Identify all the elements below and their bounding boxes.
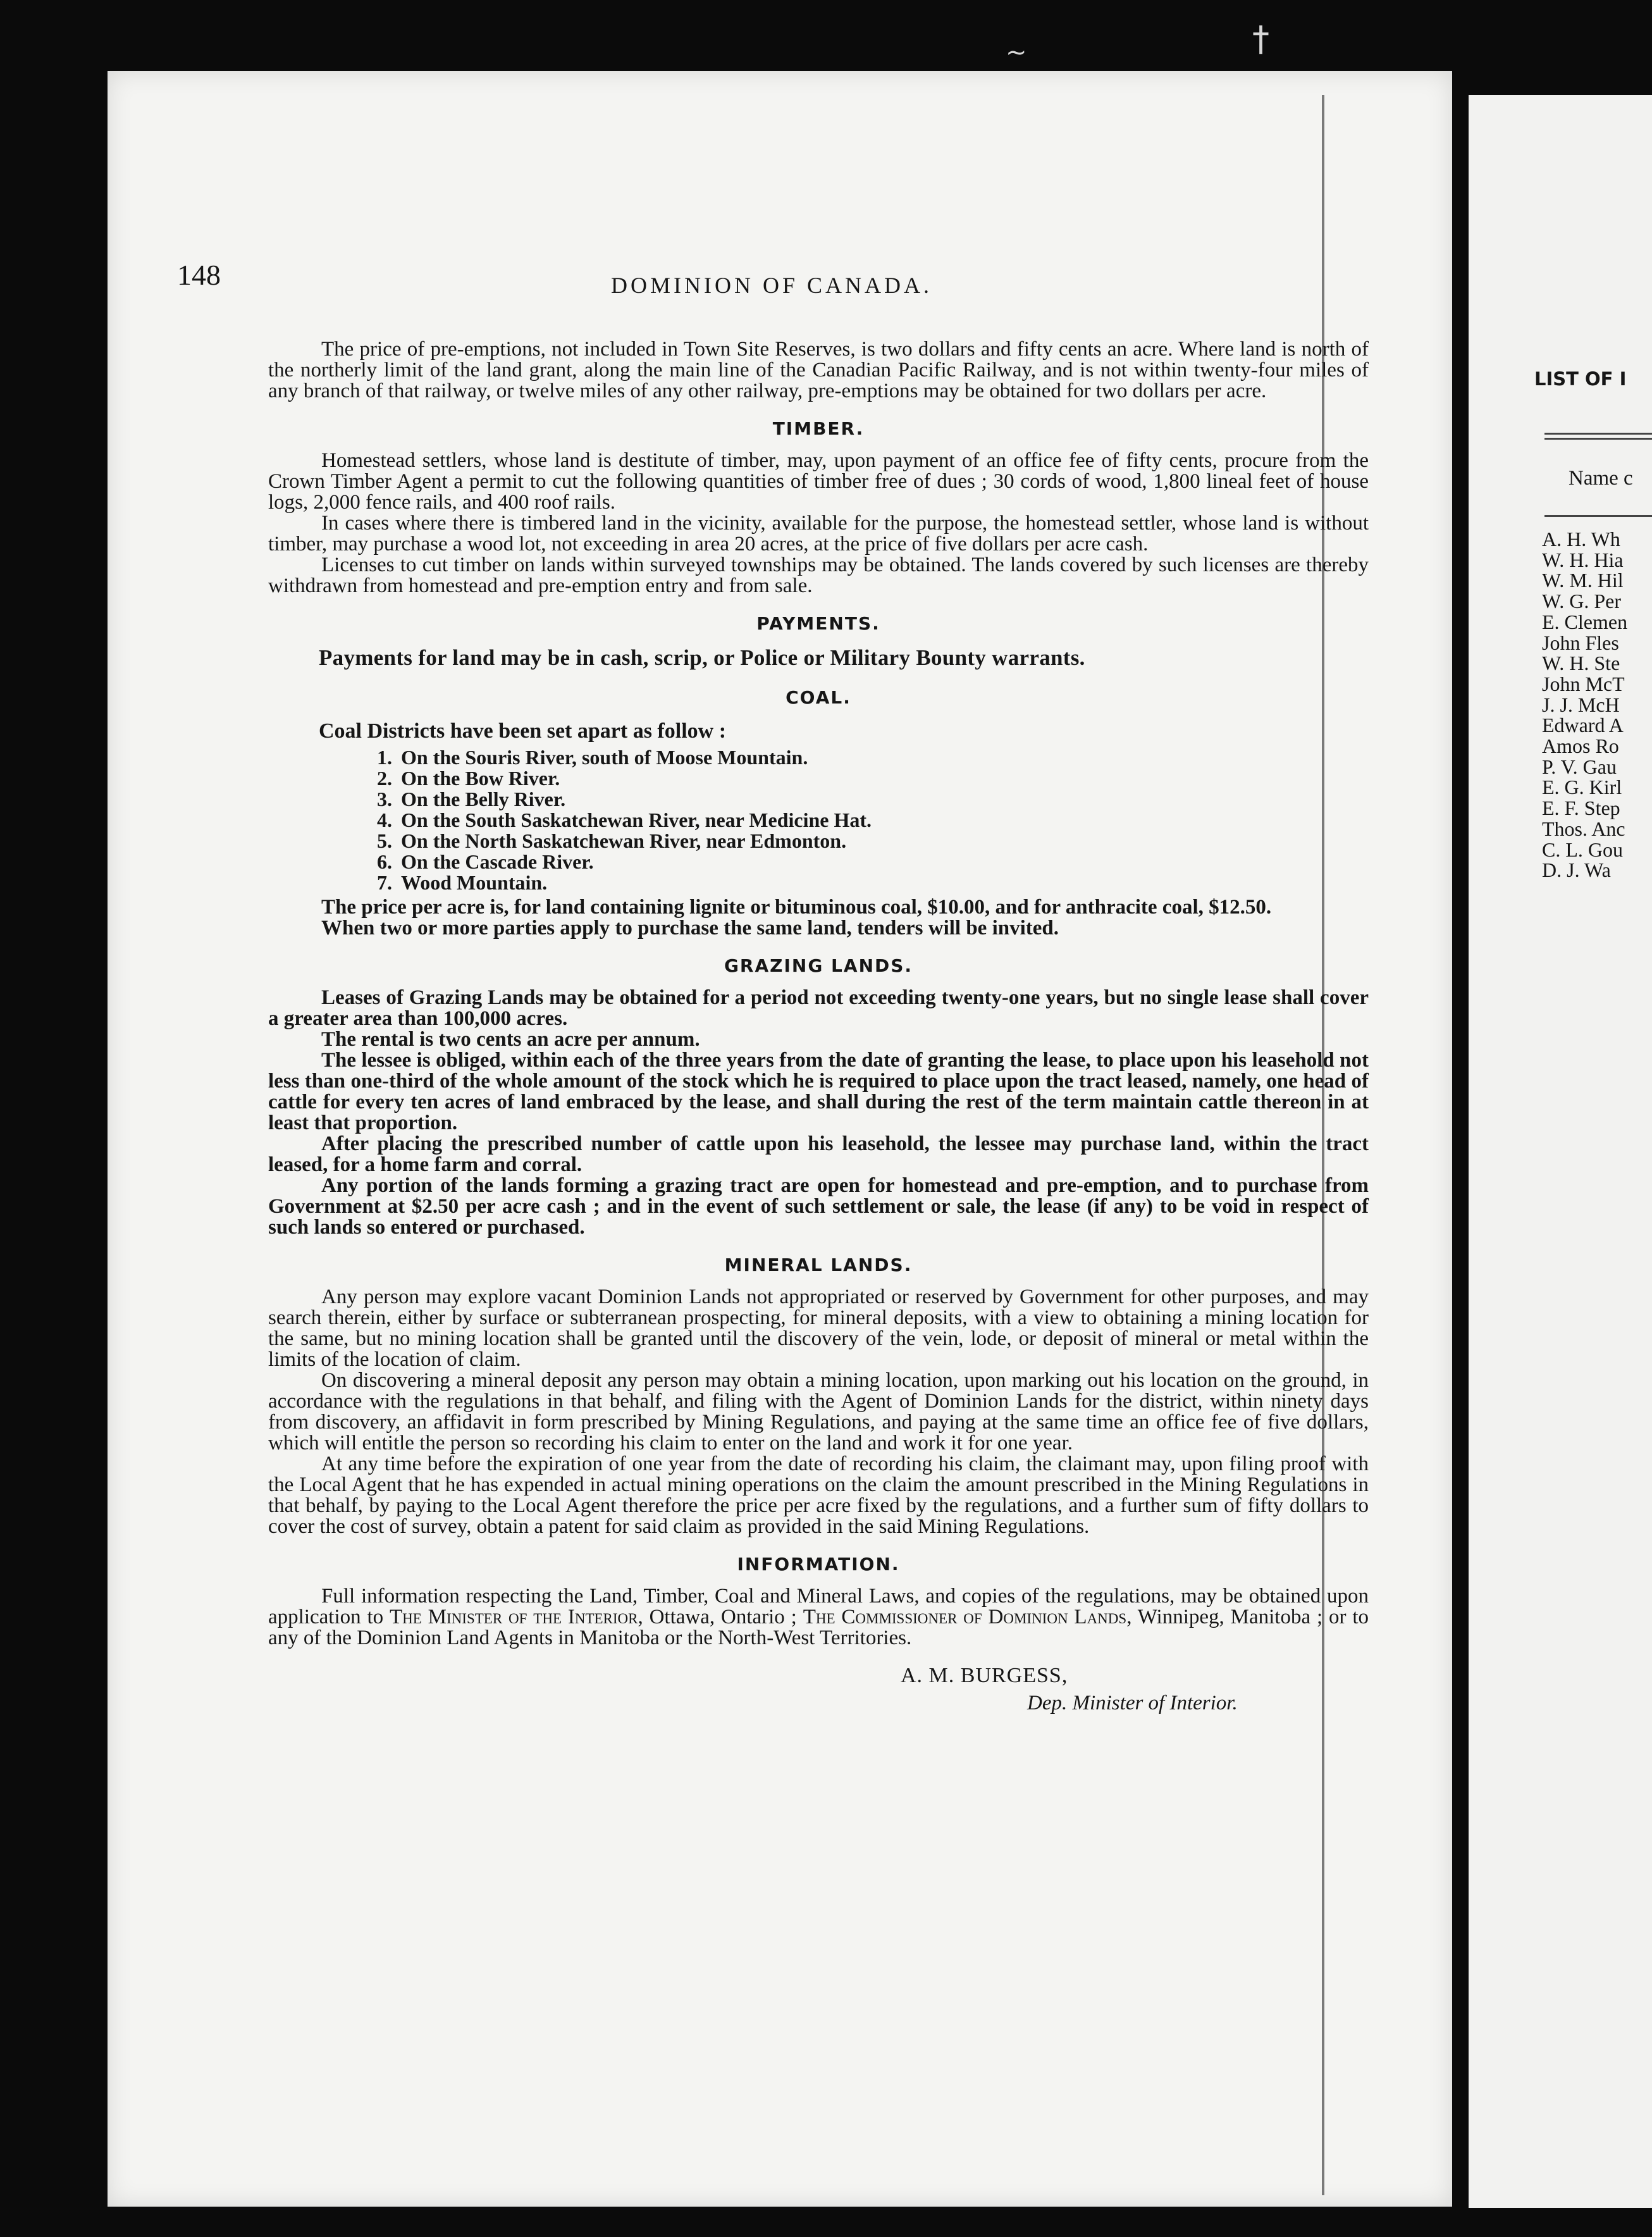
timber-paragraph-1: Homestead settlers, whose land is destitute of timber, may, upon payment of an office fee of fifty cents, procure from the Crown Timber Agent a permit to cut the following quantities of timber free of dues ; 30 cords of wood, 1,800 lineal feet of house logs, 2,000 fence rails, and 400 roof rails. xyxy=(268,449,1369,514)
right-page-title: LIST OF I xyxy=(1534,368,1627,390)
mineral-paragraph-1: Any person may explore vacant Dominion Lands not appropriated or reserved by Government for other purposes, and may search therein, either by surface or subterranean prospecting, for mineral deposits, with a view to obtaining a mining location for the same, but no mining location shall be granted until the discovery of the vein, lode, or deposit of mineral or metal within the limits of the location of claim. xyxy=(268,1286,1369,1371)
list-item: P. V. Gau xyxy=(1542,755,1617,778)
coal-heading: COAL. xyxy=(786,687,851,708)
preemption-paragraph: The price of pre-emptions, not included in Town Site Reserves, is two dollars and fifty cents an acre. Where land is north of the northerly limit of the land grant, along the main line of the Canadian Pacific Railway, and is not within twenty-four miles of any branch of that railway, or twelve miles of any other railway, pre-emptions may be obtained for two dollars per acre. xyxy=(268,338,1369,402)
grazing-paragraph-3: The lessee is obliged, within each of the three years from the date of granting the lease, to place upon his leasehold not less than one-third of the whole amount of the stock which he is required to place upon the tract leased, namely, one head of cattle for every ten acres of land embraced by the lease, and shall during the rest of the term maintain cattle thereon in at least that proportion. xyxy=(268,1049,1369,1134)
grazing-paragraph-2: The rental is two cents an acre per annum. xyxy=(321,1028,700,1051)
mineral-paragraph-3: At any time before the expiration of one year from the date of recording his claim, the claimant may, upon filing proof with the Local Agent that he has expended in actual mining operations on the claim the amount prescribed in the Mining Regulations in that behalf, by paying to the Local Agent therefore the price per acre fixed by the regulations, and a further sum of fifty dollars to cover the cost of survey, obtain a patent for said claim as provided in the said Mining Regulations. xyxy=(268,1453,1369,1538)
timber-paragraph-2: In cases where there is timbered land in the vicinity, available for the purpose, the homestead settler, whose land is without timber, may purchase a wood lot, not exceeding in area 20 acres, at the price of five dollars per acre cash. xyxy=(268,512,1369,555)
name-column-header: Name c xyxy=(1569,467,1633,490)
mineral-paragraph-2: On discovering a mineral deposit any person may obtain a mining location, upon marking out his location on the ground, in accordance with the regulations in that behalf, and filing with the Agent of Dominion Lands for the district, within ninety days from discovery, an affidavit in form prescribed by Mining Regulations, and paying at the same time an office fee of five dollars, which will entitle the person so recording his claim to enter on the land and work it for one year. xyxy=(268,1369,1369,1454)
timber-heading: TIMBER. xyxy=(772,418,865,439)
payments-paragraph: Payments for land may be in cash, scrip, or Police or Military Bounty warrants. xyxy=(319,645,1085,670)
right-page-rule xyxy=(1544,433,1652,435)
list-item: E. G. Kirl xyxy=(1542,776,1622,799)
mineral-heading: MINERAL LANDS. xyxy=(724,1255,913,1275)
page-number: 148 xyxy=(177,259,221,291)
right-page-rule xyxy=(1544,515,1652,517)
list-item: John McT xyxy=(1542,672,1625,695)
right-page-rule xyxy=(1544,438,1652,440)
commissioner-reference: The Commissioner of Dominion Lands xyxy=(803,1606,1127,1628)
payments-heading: PAYMENTS. xyxy=(756,613,880,634)
scan-mark-squiggle: ~ xyxy=(1006,38,1027,67)
list-item: A. H. Wh xyxy=(1542,528,1620,550)
grazing-paragraph-5: Any portion of the lands forming a grazing tract are open for homestead and pre-emption, and to purchase from Government at $2.50 per acre cash ; and in the event of such settlement or sale, the lease (if any) to be void in respect of such lands so entered or purchased. xyxy=(268,1174,1369,1239)
list-item: 6. On the Cascade River. xyxy=(377,850,594,873)
list-item: Amos Ro xyxy=(1542,734,1619,758)
scan-mark-dagger: † xyxy=(1252,19,1269,59)
list-item: W. H. Hia xyxy=(1542,548,1624,571)
list-item: E. F. Step xyxy=(1542,796,1620,820)
information-heading: INFORMATION. xyxy=(737,1554,900,1575)
page-body xyxy=(268,339,1369,1727)
signature-block xyxy=(268,1664,1369,1727)
list-item: Edward A xyxy=(1542,714,1624,737)
list-item: 3. On the Belly River. xyxy=(377,788,566,810)
information-paragraph: Full information respecting the Land, Timber, Coal and Mineral Laws, and copies of the regulations, may be obtained upon application to The Minister of the Interior, Ottawa, Ontario ; The Commissioner of Dominion Lands, Winnipeg, Manitoba ; or to any of the Dominion Land Agents in Manitoba or the North-West Territories. xyxy=(268,1585,1369,1649)
name-list xyxy=(1542,529,1627,881)
coal-tenders-paragraph: When two or more parties apply to purchase the same land, tenders will be invited. xyxy=(321,917,1059,939)
grazing-paragraph-1: Leases of Grazing Lands may be obtained for a period not exceeding twenty-one years, but no single lease shall cover a greater area than 100,000 acres. xyxy=(268,986,1369,1030)
signature-title: Dep. Minister of Interior. xyxy=(1027,1692,1238,1714)
coal-price-paragraph: The price per acre is, for land containing lignite or bituminous coal, $10.00, and for anthracite coal, $12.50. xyxy=(321,896,1272,919)
coal-intro: Coal Districts have been set apart as follow : xyxy=(319,719,727,743)
list-item: 2. On the Bow River. xyxy=(377,767,560,790)
grazing-heading: GRAZING LANDS. xyxy=(724,955,913,976)
list-item: 5. On the North Saskatchewan River, near Edmonton. xyxy=(377,829,847,852)
list-item: John Fles xyxy=(1542,631,1619,654)
list-item: D. J. Wa xyxy=(1542,858,1611,882)
list-item: 7. Wood Mountain. xyxy=(377,871,548,894)
coal-district-list xyxy=(369,747,1369,893)
list-item: 1. On the Souris River, south of Moose Mountain. xyxy=(377,746,808,769)
list-item: J. J. McH xyxy=(1542,693,1620,716)
running-head: DOMINION OF CANADA. xyxy=(611,273,932,298)
timber-paragraph-3: Licenses to cut timber on lands within surveyed townships may be obtained. The lands covered by such licenses are thereby withdrawn from homestead and pre-emption entry and from sale. xyxy=(268,554,1369,597)
list-item: W. M. Hil xyxy=(1542,569,1624,592)
list-item: E. Clemen xyxy=(1542,610,1628,633)
list-item: W. G. Per xyxy=(1542,590,1622,613)
list-item: C. L. Gou xyxy=(1542,838,1623,861)
right-page xyxy=(1469,95,1652,2208)
list-item: Thos. Anc xyxy=(1542,817,1625,840)
list-item: 4. On the South Saskatchewan River, near Medicine Hat. xyxy=(377,809,872,831)
signature-name: A. M. BURGESS, xyxy=(901,1664,1068,1687)
page-header xyxy=(177,258,1366,302)
list-item: W. H. Ste xyxy=(1542,652,1620,675)
grazing-paragraph-4: After placing the prescribed number of cattle upon his leasehold, the lessee may purchase land, within the tract leased, for a home farm and corral. xyxy=(268,1132,1369,1176)
minister-reference: The Minister of the Interior xyxy=(390,1606,638,1628)
